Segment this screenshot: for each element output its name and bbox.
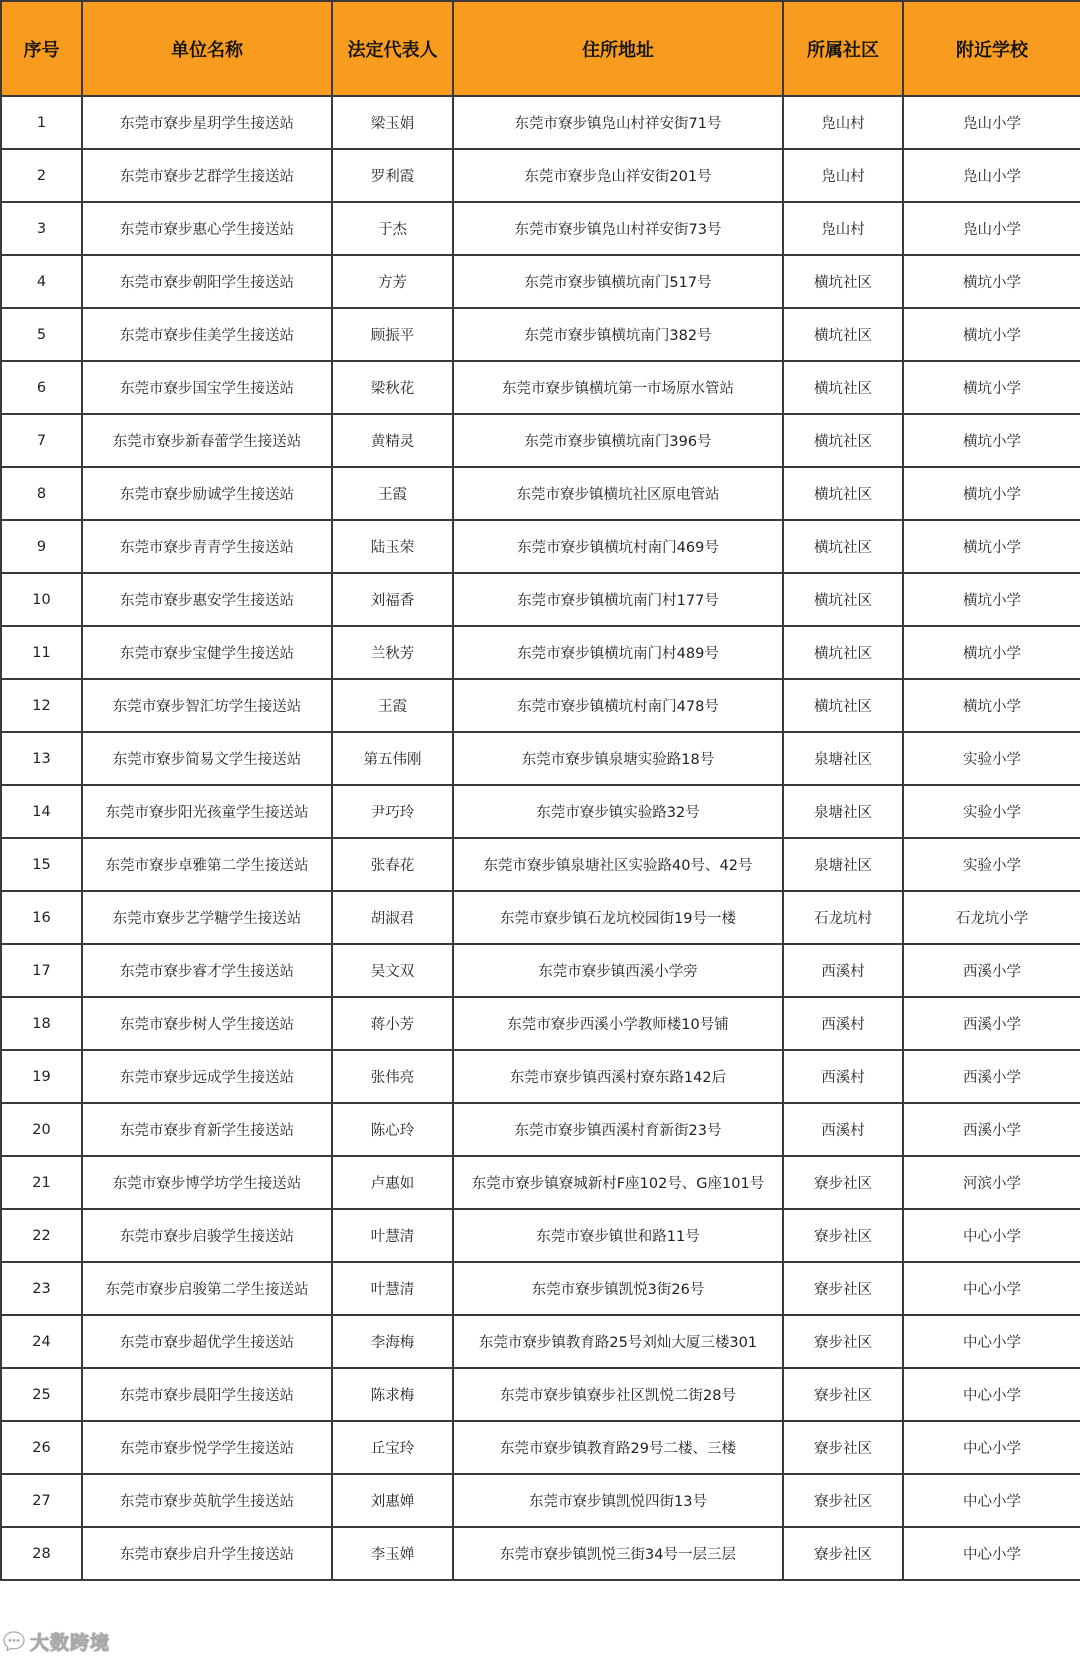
cell-community: 横坑社区 bbox=[783, 414, 903, 467]
cell-nearby-school: 石龙坑小学 bbox=[903, 891, 1080, 944]
cell-nearby-school: 西溪小学 bbox=[903, 1050, 1080, 1103]
cell-serial-number: 22 bbox=[1, 1209, 82, 1262]
cell-unit-name: 东莞市寮步艺学糖学生接送站 bbox=[82, 891, 332, 944]
cell-community: 寮步社区 bbox=[783, 1262, 903, 1315]
cell-legal-representative: 王霞 bbox=[332, 467, 453, 520]
cell-community: 横坑社区 bbox=[783, 679, 903, 732]
cell-community: 横坑社区 bbox=[783, 308, 903, 361]
cell-unit-name: 东莞市寮步启骏第二学生接送站 bbox=[82, 1262, 332, 1315]
cell-community: 石龙坑村 bbox=[783, 891, 903, 944]
table-row bbox=[1, 414, 1080, 467]
cell-address: 东莞市寮步镇教育路25号刘灿大厦三楼301 bbox=[453, 1315, 783, 1368]
cell-legal-representative: 叶慧清 bbox=[332, 1262, 453, 1315]
cell-legal-representative: 梁玉娟 bbox=[332, 96, 453, 149]
cell-legal-representative: 陈求梅 bbox=[332, 1368, 453, 1421]
cell-community: 西溪村 bbox=[783, 1050, 903, 1103]
cell-unit-name: 东莞市寮步晨阳学生接送站 bbox=[82, 1368, 332, 1421]
cell-nearby-school: 中心小学 bbox=[903, 1474, 1080, 1527]
cell-unit-name: 东莞市寮步青青学生接送站 bbox=[82, 520, 332, 573]
cell-unit-name: 东莞市寮步悦学学生接送站 bbox=[82, 1421, 332, 1474]
table-row bbox=[1, 1156, 1080, 1209]
header-legal-representative: 法定代表人 bbox=[332, 1, 453, 96]
cell-serial-number: 3 bbox=[1, 202, 82, 255]
cell-unit-name: 东莞市寮步超优学生接送站 bbox=[82, 1315, 332, 1368]
cell-legal-representative: 顾振平 bbox=[332, 308, 453, 361]
cell-legal-representative: 吴文双 bbox=[332, 944, 453, 997]
cell-legal-representative: 王霞 bbox=[332, 679, 453, 732]
table-row bbox=[1, 1527, 1080, 1580]
cell-address: 东莞市寮步西溪小学教师楼10号铺 bbox=[453, 997, 783, 1050]
cell-address: 东莞市寮步镇横坑南门396号 bbox=[453, 414, 783, 467]
cell-nearby-school: 横坑小学 bbox=[903, 414, 1080, 467]
cell-legal-representative: 刘福香 bbox=[332, 573, 453, 626]
cell-serial-number: 11 bbox=[1, 626, 82, 679]
cell-address: 东莞市寮步镇横坑村南门478号 bbox=[453, 679, 783, 732]
table-row bbox=[1, 1262, 1080, 1315]
cell-address: 东莞市寮步镇凯悦三街34号一层三层 bbox=[453, 1527, 783, 1580]
cell-address: 东莞市寮步镇西溪村育新街23号 bbox=[453, 1103, 783, 1156]
watermark bbox=[2, 1626, 110, 1656]
cell-address: 东莞市寮步镇石龙坑校园街19号一楼 bbox=[453, 891, 783, 944]
cell-community: 寮步社区 bbox=[783, 1527, 903, 1580]
cell-address: 东莞市寮步镇横坑南门村177号 bbox=[453, 573, 783, 626]
cell-legal-representative: 叶慧清 bbox=[332, 1209, 453, 1262]
cell-serial-number: 23 bbox=[1, 1262, 82, 1315]
cell-nearby-school: 凫山小学 bbox=[903, 149, 1080, 202]
cell-community: 西溪村 bbox=[783, 944, 903, 997]
cell-unit-name: 东莞市寮步宝健学生接送站 bbox=[82, 626, 332, 679]
cell-legal-representative: 卢惠如 bbox=[332, 1156, 453, 1209]
header-community: 所属社区 bbox=[783, 1, 903, 96]
cell-serial-number: 19 bbox=[1, 1050, 82, 1103]
cell-unit-name: 东莞市寮步卓雅第二学生接送站 bbox=[82, 838, 332, 891]
table-row bbox=[1, 255, 1080, 308]
cell-community: 寮步社区 bbox=[783, 1209, 903, 1262]
table-row bbox=[1, 467, 1080, 520]
cell-unit-name: 东莞市寮步育新学生接送站 bbox=[82, 1103, 332, 1156]
cell-unit-name: 东莞市寮步国宝学生接送站 bbox=[82, 361, 332, 414]
cell-community: 凫山村 bbox=[783, 202, 903, 255]
cell-serial-number: 8 bbox=[1, 467, 82, 520]
cell-community: 泉塘社区 bbox=[783, 785, 903, 838]
cell-legal-representative: 兰秋芳 bbox=[332, 626, 453, 679]
cell-legal-representative: 黄精灵 bbox=[332, 414, 453, 467]
cell-serial-number: 26 bbox=[1, 1421, 82, 1474]
cell-legal-representative: 于杰 bbox=[332, 202, 453, 255]
cell-unit-name: 东莞市寮步智汇坊学生接送站 bbox=[82, 679, 332, 732]
cell-nearby-school: 西溪小学 bbox=[903, 997, 1080, 1050]
cell-community: 寮步社区 bbox=[783, 1315, 903, 1368]
cell-address: 东莞市寮步镇寮城新村F座102号、G座101号 bbox=[453, 1156, 783, 1209]
cell-serial-number: 16 bbox=[1, 891, 82, 944]
cell-address: 东莞市寮步镇横坑村南门469号 bbox=[453, 520, 783, 573]
cell-serial-number: 17 bbox=[1, 944, 82, 997]
cell-legal-representative: 李玉婵 bbox=[332, 1527, 453, 1580]
cell-address: 东莞市寮步镇凯悦四街13号 bbox=[453, 1474, 783, 1527]
cell-serial-number: 10 bbox=[1, 573, 82, 626]
table-row bbox=[1, 1209, 1080, 1262]
cell-serial-number: 20 bbox=[1, 1103, 82, 1156]
cell-serial-number: 24 bbox=[1, 1315, 82, 1368]
cell-unit-name: 东莞市寮步星玥学生接送站 bbox=[82, 96, 332, 149]
cell-nearby-school: 中心小学 bbox=[903, 1209, 1080, 1262]
cell-legal-representative: 刘惠婵 bbox=[332, 1474, 453, 1527]
cell-address: 东莞市寮步镇泉塘社区实验路40号、42号 bbox=[453, 838, 783, 891]
cell-serial-number: 7 bbox=[1, 414, 82, 467]
cell-address: 东莞市寮步镇横坑南门村489号 bbox=[453, 626, 783, 679]
cell-serial-number: 15 bbox=[1, 838, 82, 891]
header-address: 住所地址 bbox=[453, 1, 783, 96]
cell-community: 寮步社区 bbox=[783, 1156, 903, 1209]
cell-legal-representative: 蒋小芳 bbox=[332, 997, 453, 1050]
table-row bbox=[1, 891, 1080, 944]
header-nearby-school: 附近学校 bbox=[903, 1, 1080, 96]
table-header bbox=[1, 1, 1080, 96]
table-row bbox=[1, 1474, 1080, 1527]
cell-unit-name: 东莞市寮步英航学生接送站 bbox=[82, 1474, 332, 1527]
cell-serial-number: 12 bbox=[1, 679, 82, 732]
cell-community: 凫山村 bbox=[783, 96, 903, 149]
cell-nearby-school: 中心小学 bbox=[903, 1315, 1080, 1368]
cell-community: 横坑社区 bbox=[783, 520, 903, 573]
cell-community: 横坑社区 bbox=[783, 573, 903, 626]
cell-nearby-school: 中心小学 bbox=[903, 1368, 1080, 1421]
cell-address: 东莞市寮步镇凫山村祥安街71号 bbox=[453, 96, 783, 149]
cell-community: 寮步社区 bbox=[783, 1421, 903, 1474]
cell-legal-representative: 尹巧玲 bbox=[332, 785, 453, 838]
cell-address: 东莞市寮步镇凫山村祥安街73号 bbox=[453, 202, 783, 255]
table-row bbox=[1, 785, 1080, 838]
table-row bbox=[1, 1103, 1080, 1156]
cell-unit-name: 东莞市寮步远成学生接送站 bbox=[82, 1050, 332, 1103]
table-row bbox=[1, 573, 1080, 626]
cell-unit-name: 东莞市寮步简易文学生接送站 bbox=[82, 732, 332, 785]
cell-nearby-school: 西溪小学 bbox=[903, 944, 1080, 997]
cell-address: 东莞市寮步凫山祥安街201号 bbox=[453, 149, 783, 202]
cell-unit-name: 东莞市寮步艺群学生接送站 bbox=[82, 149, 332, 202]
cell-serial-number: 14 bbox=[1, 785, 82, 838]
table-row bbox=[1, 626, 1080, 679]
cell-address: 东莞市寮步镇西溪小学旁 bbox=[453, 944, 783, 997]
cell-serial-number: 25 bbox=[1, 1368, 82, 1421]
cell-serial-number: 5 bbox=[1, 308, 82, 361]
table-row bbox=[1, 1315, 1080, 1368]
table-row bbox=[1, 1421, 1080, 1474]
table-row bbox=[1, 1368, 1080, 1421]
cell-unit-name: 东莞市寮步睿才学生接送站 bbox=[82, 944, 332, 997]
cell-unit-name: 东莞市寮步启升学生接送站 bbox=[82, 1527, 332, 1580]
cell-serial-number: 28 bbox=[1, 1527, 82, 1580]
table-row bbox=[1, 997, 1080, 1050]
table-row bbox=[1, 679, 1080, 732]
cell-nearby-school: 实验小学 bbox=[903, 732, 1080, 785]
cell-legal-representative: 张春花 bbox=[332, 838, 453, 891]
cell-community: 寮步社区 bbox=[783, 1474, 903, 1527]
cell-nearby-school: 凫山小学 bbox=[903, 202, 1080, 255]
cell-serial-number: 4 bbox=[1, 255, 82, 308]
cell-serial-number: 6 bbox=[1, 361, 82, 414]
cell-community: 寮步社区 bbox=[783, 1368, 903, 1421]
cell-unit-name: 东莞市寮步新春蕾学生接送站 bbox=[82, 414, 332, 467]
cell-legal-representative: 陈心玲 bbox=[332, 1103, 453, 1156]
cell-unit-name: 东莞市寮步博学坊学生接送站 bbox=[82, 1156, 332, 1209]
header-serial-number: 序号 bbox=[1, 1, 82, 96]
cell-address: 东莞市寮步镇教育路29号二楼、三楼 bbox=[453, 1421, 783, 1474]
cell-community: 泉塘社区 bbox=[783, 732, 903, 785]
cell-address: 东莞市寮步镇寮步社区凯悦二街28号 bbox=[453, 1368, 783, 1421]
cell-address: 东莞市寮步镇横坑南门517号 bbox=[453, 255, 783, 308]
cell-nearby-school: 横坑小学 bbox=[903, 626, 1080, 679]
cell-nearby-school: 中心小学 bbox=[903, 1527, 1080, 1580]
cell-nearby-school: 实验小学 bbox=[903, 838, 1080, 891]
cell-legal-representative: 罗利霞 bbox=[332, 149, 453, 202]
cell-address: 东莞市寮步镇世和路11号 bbox=[453, 1209, 783, 1262]
cell-legal-representative: 李海梅 bbox=[332, 1315, 453, 1368]
table-row bbox=[1, 202, 1080, 255]
cell-community: 横坑社区 bbox=[783, 626, 903, 679]
table-row bbox=[1, 838, 1080, 891]
cell-nearby-school: 河滨小学 bbox=[903, 1156, 1080, 1209]
cell-legal-representative: 方芳 bbox=[332, 255, 453, 308]
table-body bbox=[1, 96, 1080, 1580]
table-row bbox=[1, 1050, 1080, 1103]
cell-unit-name: 东莞市寮步阳光孩童学生接送站 bbox=[82, 785, 332, 838]
table-row bbox=[1, 944, 1080, 997]
cell-address: 东莞市寮步镇凯悦3街26号 bbox=[453, 1262, 783, 1315]
cell-community: 西溪村 bbox=[783, 1103, 903, 1156]
cell-unit-name: 东莞市寮步启骏学生接送站 bbox=[82, 1209, 332, 1262]
cell-serial-number: 9 bbox=[1, 520, 82, 573]
cell-community: 横坑社区 bbox=[783, 467, 903, 520]
cell-nearby-school: 横坑小学 bbox=[903, 573, 1080, 626]
cell-community: 西溪村 bbox=[783, 997, 903, 1050]
cell-serial-number: 13 bbox=[1, 732, 82, 785]
cell-unit-name: 东莞市寮步佳美学生接送站 bbox=[82, 308, 332, 361]
table-row bbox=[1, 96, 1080, 149]
cell-unit-name: 东莞市寮步朝阳学生接送站 bbox=[82, 255, 332, 308]
cell-serial-number: 21 bbox=[1, 1156, 82, 1209]
cell-serial-number: 2 bbox=[1, 149, 82, 202]
cell-legal-representative: 梁秋花 bbox=[332, 361, 453, 414]
cell-address: 东莞市寮步镇西溪村寮东路142后 bbox=[453, 1050, 783, 1103]
table-row bbox=[1, 732, 1080, 785]
table-row bbox=[1, 149, 1080, 202]
cell-nearby-school: 横坑小学 bbox=[903, 361, 1080, 414]
header-unit-name: 单位名称 bbox=[82, 1, 332, 96]
cell-nearby-school: 实验小学 bbox=[903, 785, 1080, 838]
cell-nearby-school: 横坑小学 bbox=[903, 308, 1080, 361]
cell-nearby-school: 凫山小学 bbox=[903, 96, 1080, 149]
cell-nearby-school: 横坑小学 bbox=[903, 255, 1080, 308]
speech-bubble-logo-icon bbox=[2, 1630, 26, 1652]
watermark-text: 大数跨境 bbox=[30, 1631, 111, 1654]
cell-community: 横坑社区 bbox=[783, 255, 903, 308]
cell-address: 东莞市寮步镇横坑社区原电管站 bbox=[453, 467, 783, 520]
cell-community: 凫山村 bbox=[783, 149, 903, 202]
cell-nearby-school: 横坑小学 bbox=[903, 467, 1080, 520]
cell-address: 东莞市寮步镇横坑第一市场原水管站 bbox=[453, 361, 783, 414]
table-row bbox=[1, 520, 1080, 573]
cell-legal-representative: 丘宝玲 bbox=[332, 1421, 453, 1474]
cell-nearby-school: 中心小学 bbox=[903, 1262, 1080, 1315]
cell-unit-name: 东莞市寮步惠安学生接送站 bbox=[82, 573, 332, 626]
cell-legal-representative: 第五伟刚 bbox=[332, 732, 453, 785]
cell-legal-representative: 张伟亮 bbox=[332, 1050, 453, 1103]
table-row bbox=[1, 361, 1080, 414]
cell-unit-name: 东莞市寮步惠心学生接送站 bbox=[82, 202, 332, 255]
cell-nearby-school: 横坑小学 bbox=[903, 520, 1080, 573]
cell-community: 横坑社区 bbox=[783, 361, 903, 414]
cell-community: 泉塘社区 bbox=[783, 838, 903, 891]
cell-address: 东莞市寮步镇泉塘实验路18号 bbox=[453, 732, 783, 785]
cell-unit-name: 东莞市寮步树人学生接送站 bbox=[82, 997, 332, 1050]
cell-address: 东莞市寮步镇实验路32号 bbox=[453, 785, 783, 838]
table-row bbox=[1, 308, 1080, 361]
cell-legal-representative: 胡淑君 bbox=[332, 891, 453, 944]
cell-serial-number: 27 bbox=[1, 1474, 82, 1527]
cell-nearby-school: 横坑小学 bbox=[903, 679, 1080, 732]
cell-serial-number: 18 bbox=[1, 997, 82, 1050]
header-row bbox=[1, 1, 1080, 96]
cell-serial-number: 1 bbox=[1, 96, 82, 149]
cell-address: 东莞市寮步镇横坑南门382号 bbox=[453, 308, 783, 361]
cell-legal-representative: 陆玉荣 bbox=[332, 520, 453, 573]
cell-unit-name: 东莞市寮步励诚学生接送站 bbox=[82, 467, 332, 520]
cell-nearby-school: 中心小学 bbox=[903, 1421, 1080, 1474]
cell-nearby-school: 西溪小学 bbox=[903, 1103, 1080, 1156]
